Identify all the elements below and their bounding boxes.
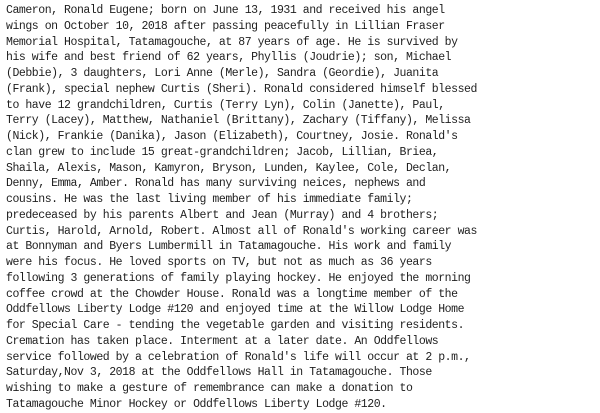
text-line: predeceased by his parents Albert and Jean (Murray) and 4 brothers; (6, 208, 439, 222)
text-line: wings on October 10, 2018 after passing peacefully in Lillian Fraser (6, 19, 445, 33)
text-line: Cameron, Ronald Eugene; born on June 13, 1931 and received his angel (6, 4, 445, 17)
text-line: at Bonnyman and Byers Lumbermill in Tatamagouche. His work and family (6, 240, 452, 254)
text-line: coffee crowd at the Chowder House. Ronald was a longtime member of the (6, 287, 458, 301)
text-line: (Debbie), 3 daughters, Lori Anne (Merle), Sandra (Geordie), Juanita (6, 67, 439, 80)
text-line: service followed by a celebration of Ronald's life will occur at 2 p.m., (6, 350, 471, 364)
text-line: clan grew to include 15 great-grandchildren; Jacob, Lillian, Briea, (6, 145, 439, 159)
text-line: (Frank), special nephew Curtis (Sheri). Ronald considered himself blessed (6, 82, 477, 96)
text-line: Curtis, Harold, Arnold, Robert. Almost all of Ronald's working career was (6, 224, 477, 238)
text-line: to have 12 grandchildren, Curtis (Terry Lyn), Colin (Janette), Paul, (6, 98, 445, 112)
text-line: Cremation has taken place. Interment at a later date. An Oddfellows (6, 334, 439, 348)
text-line: his wife and best friend of 62 years, Phyllis (Joudrie); son, Michael (6, 51, 452, 65)
text-line: following 3 generations of family playing hockey. He enjoyed the morning (6, 271, 471, 285)
text-line: for Special Care - tending the vegetable garden and visiting residents. (6, 319, 465, 332)
text-line: (Nick), Frankie (Danika), Jason (Elizabeth), Courtney, Josie. Ronald's (6, 130, 458, 143)
obituary-text (6, 3, 600, 413)
text-line: Shaila, Alexis, Mason, Kamyron, Bryson, Lunden, Kaylee, Cole, Declan, (6, 161, 452, 175)
text-line: Memorial Hospital, Tatamagouche, at 87 years of age. He is survived by (6, 35, 458, 49)
text-line: were his focus. He loved sports on TV, but not as much as 36 years (6, 256, 432, 269)
text-line: Saturday,Nov 3, 2018 at the Oddfellows Hall in Tatamagouche. Those (6, 366, 432, 380)
text-line: cousins. He was the last living member of his immediate family; (6, 193, 413, 206)
text-line: Denny, Emma, Amber. Ronald has many surviving neices, nephews and (6, 177, 426, 191)
text-line: Tatamagouche Minor Hockey or Oddfellows Liberty Lodge #120. (6, 397, 387, 411)
text-line: Terry (Lacey), Matthew, Nathaniel (Brittany), Zachary (Tiffany), Melissa (6, 114, 471, 128)
text-line: Oddfellows Liberty Lodge #120 and enjoyed time at the Willow Lodge Home (6, 303, 465, 317)
text-line: wishing to make a gesture of remembrance can make a donation to (6, 382, 413, 395)
